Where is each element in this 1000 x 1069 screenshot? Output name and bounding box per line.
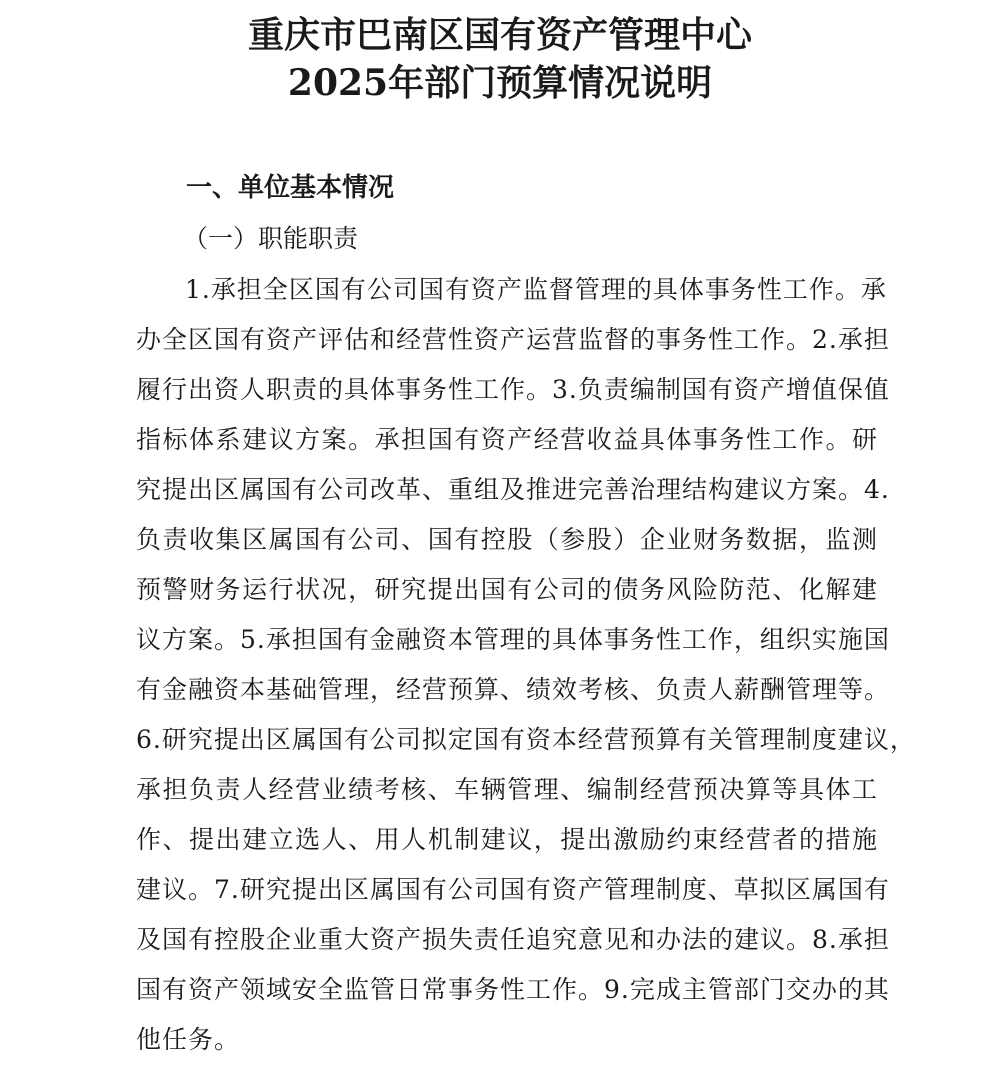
section-heading-basic-info: 一、单位基本情况 [186,173,395,203]
paragraph-line: 6.研究提出区属国有公司拟定国有资本经营预算有关管理制度建议， [136,725,916,754]
paragraph-line: 承担负责人经营业绩考核、车辆管理、编制经营预决算等具体工 [136,775,878,804]
paragraph-line: 有金融资本基础管理，经营预算、绩效考核、负责人薪酬管理等。 [136,675,891,704]
paragraph-line: 及国有控股企业重大资产损失责任追究意见和办法的建议。8.承担 [136,925,890,954]
paragraph-line: 1.承担全区国有公司国有资产监督管理的具体事务性工作。承 [185,275,887,304]
paragraph-line: 预警财务运行状况，研究提出国有公司的债务风险防范、化解建 [136,575,878,604]
paragraph-line: 议方案。5.承担国有金融资本管理的具体事务性工作，组织实施国 [136,625,890,654]
paragraph-line: 负责收集区属国有公司、国有控股（参股）企业财务数据，监测 [136,525,878,554]
document-title-line-2: 2025年部门预算情况说明 [287,62,713,104]
paragraph-line: 建议。7.研究提出区属国有公司国有资产管理制度、草拟区属国有 [136,875,890,904]
paragraph-line: 指标体系建议方案。承担国有资产经营收益具体事务性工作。研 [136,425,878,454]
paragraph-line: 究提出区属国有公司改革、重组及推进完善治理结构建议方案。4. [136,475,890,504]
paragraph-line: 办全区国有资产评估和经营性资产运营监督的事务性工作。2.承担 [136,325,890,354]
paragraph-line: 作、提出建立选人、用人机制建议，提出激励约束经营者的措施 [136,825,878,854]
paragraph-line: 他任务。 [136,1025,241,1054]
document-title-line-1: 重庆市巴南区国有资产管理中心 [247,14,752,56]
paragraph-line: 国有资产领域安全监管日常事务性工作。9.完成主管部门交办的其 [136,975,890,1004]
subsection-heading-functions: （一）职能职责 [183,224,359,253]
paragraph-line: 履行出资人职责的具体事务性工作。3.负责编制国有资产增值保值 [136,375,890,404]
